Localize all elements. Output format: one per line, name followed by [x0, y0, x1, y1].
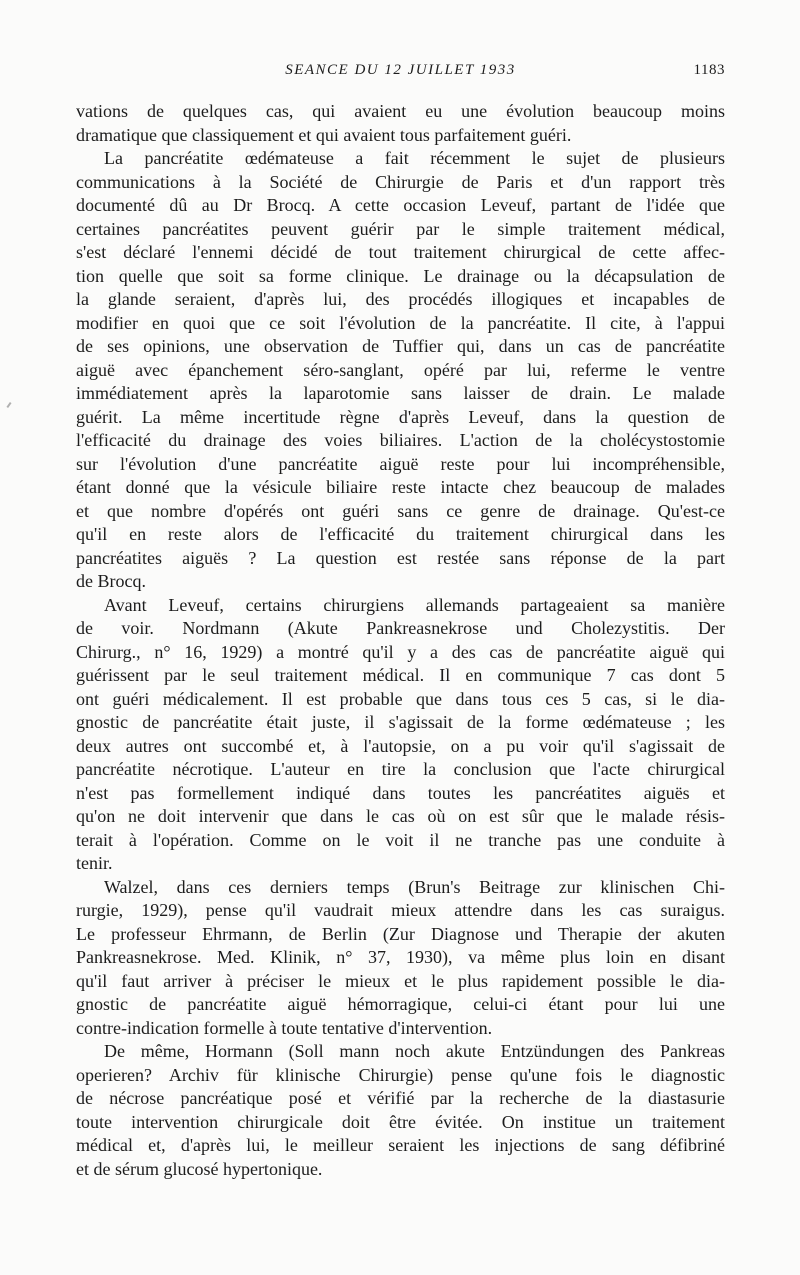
- page-number: 1183: [693, 62, 725, 78]
- text-line: qu'il faut arriver à préciser le mieux et le plus rapidement possible le dia-: [76, 970, 725, 991]
- text-line: et de sérum glucosé hypertonique.: [76, 1158, 323, 1179]
- body-text: [76, 100, 725, 1181]
- text-line: sur l'évolution d'une pancréatite aiguë reste pour lui incompréhensible,: [76, 453, 725, 474]
- text-line: de nécrose pancréatique posé et vérifié par la recherche de la diastasurie: [76, 1088, 725, 1108]
- text-line: de voir. Nordmann (Akute Pankreasnekrose und Cholezystitis. Der: [76, 618, 725, 638]
- text-line: étant donné que la vésicule biliaire reste intacte chez beaucoup de malades: [76, 477, 725, 497]
- text-line: certaines pancréatites peuvent guérir par le simple traitement médical,: [76, 218, 725, 239]
- text-line: l'efficacité du drainage des voies biliaires. L'action de la cholécystostomie: [76, 430, 725, 450]
- running-header: [76, 62, 725, 86]
- text-line: n'est pas formellement indiqué dans toutes les pancréatites aiguës et: [76, 782, 725, 803]
- text-line: rurgie, 1929), pense qu'il vaudrait mieux attendre dans les cas suraigus.: [76, 900, 725, 920]
- text-line: terait à l'opération. Comme on le voit il ne tranche pas une conduite à: [76, 829, 725, 850]
- text-line: vations de quelques cas, qui avaient eu une évolution beaucoup moins: [76, 101, 725, 121]
- text-line: La pancréatite œdémateuse a fait récemment le sujet de plusieurs: [104, 148, 725, 168]
- text-line: toute intervention chirurgicale doit être évitée. On institue un traitement: [76, 1111, 725, 1132]
- text-line: pancréatite nécrotique. L'auteur en tire la conclusion que l'acte chirurgical: [76, 759, 725, 779]
- text-line: contre-indication formelle à toute tentative d'intervention.: [76, 1017, 493, 1038]
- text-line: Chirurg., n° 16, 1929) a montré qu'il y a des cas de pancréatite aiguë qui: [76, 641, 725, 662]
- text-line: gnostic de pancréatite aiguë hémorragique, celui-ci étant pour lui une: [76, 994, 725, 1014]
- text-line: tenir.: [76, 853, 113, 873]
- text-line: pancréatites aiguës ? La question est restée sans réponse de la part: [76, 547, 725, 568]
- text-line: documenté dû au Dr Brocq. A cette occasion Leveuf, partant de l'idée que: [76, 195, 725, 215]
- text-line: guérit. La même incertitude règne d'après Leveuf, dans la question de: [76, 406, 725, 427]
- text-line: communications à la Société de Chirurgie de Paris et d'un rapport très: [76, 171, 725, 192]
- text-line: guérissent par le seul traitement médical. Il en communique 7 cas dont 5: [76, 665, 725, 685]
- text-line: tion quelle que soit sa forme clinique. Le drainage ou la décapsulation de: [76, 265, 725, 286]
- text-line: la glande seraient, d'après lui, des procédés illogiques et incapables de: [76, 289, 725, 309]
- page-speck: [6, 402, 11, 408]
- text-line: et que nombre d'opérés ont guéri sans ce genre de drainage. Qu'est-ce: [76, 500, 725, 521]
- text-line: qu'il en reste alors de l'efficacité du traitement chirurgical dans les: [76, 524, 725, 544]
- text-line: Walzel, dans ces derniers temps (Brun's Beitrage zur klinischen Chi-: [104, 876, 725, 897]
- text-line: operieren? Archiv für klinische Chirurgie) pense qu'une fois le diagnostic: [76, 1064, 725, 1085]
- text-line: Pankreasnekrose. Med. Klinik, n° 37, 1930), va même plus loin en disant: [76, 947, 725, 967]
- running-title: SEANCE DU 12 JUILLET 1933: [285, 62, 516, 78]
- text-line: Le professeur Ehrmann, de Berlin (Zur Diagnose und Therapie der akuten: [76, 923, 725, 944]
- text-line: ont guéri médicalement. Il est probable que dans tous ces 5 cas, si le dia-: [76, 688, 725, 709]
- text-line: s'est déclaré l'ennemi décidé de tout traitement chirurgical de cette affec-: [76, 242, 725, 262]
- text-line: Avant Leveuf, certains chirurgiens allemands partageaient sa manière: [104, 594, 725, 615]
- text-line: qu'on ne doit intervenir que dans le cas où on est sûr que le malade résis-: [76, 806, 725, 826]
- text-line: de ses opinions, une observation de Tuffier qui, dans un cas de pancréatite: [76, 336, 725, 356]
- text-line: deux autres ont succombé et, à l'autopsie, on a pu voir qu'il s'agissait de: [76, 735, 725, 756]
- text-line: immédiatement après la laparotomie sans laisser de drain. Le malade: [76, 383, 725, 403]
- text-line: de Brocq.: [76, 571, 146, 591]
- text-line: gnostic de pancréatite était juste, il s'agissait de la forme œdémateuse ; les: [76, 712, 725, 732]
- text-line: dramatique que classiquement et qui avaient tous parfaitement guéri.: [76, 124, 572, 145]
- text-line: De même, Hormann (Soll mann noch akute Entzündungen des Pankreas: [104, 1041, 725, 1061]
- text-line: aiguë avec épanchement séro-sanglant, opéré par lui, referme le ventre: [76, 359, 725, 380]
- text-line: modifier en quoi que ce soit l'évolution de la pancréatite. Il cite, à l'appui: [76, 312, 725, 333]
- text-line: médical et, d'après lui, le meilleur seraient les injections de sang défibriné: [76, 1135, 725, 1155]
